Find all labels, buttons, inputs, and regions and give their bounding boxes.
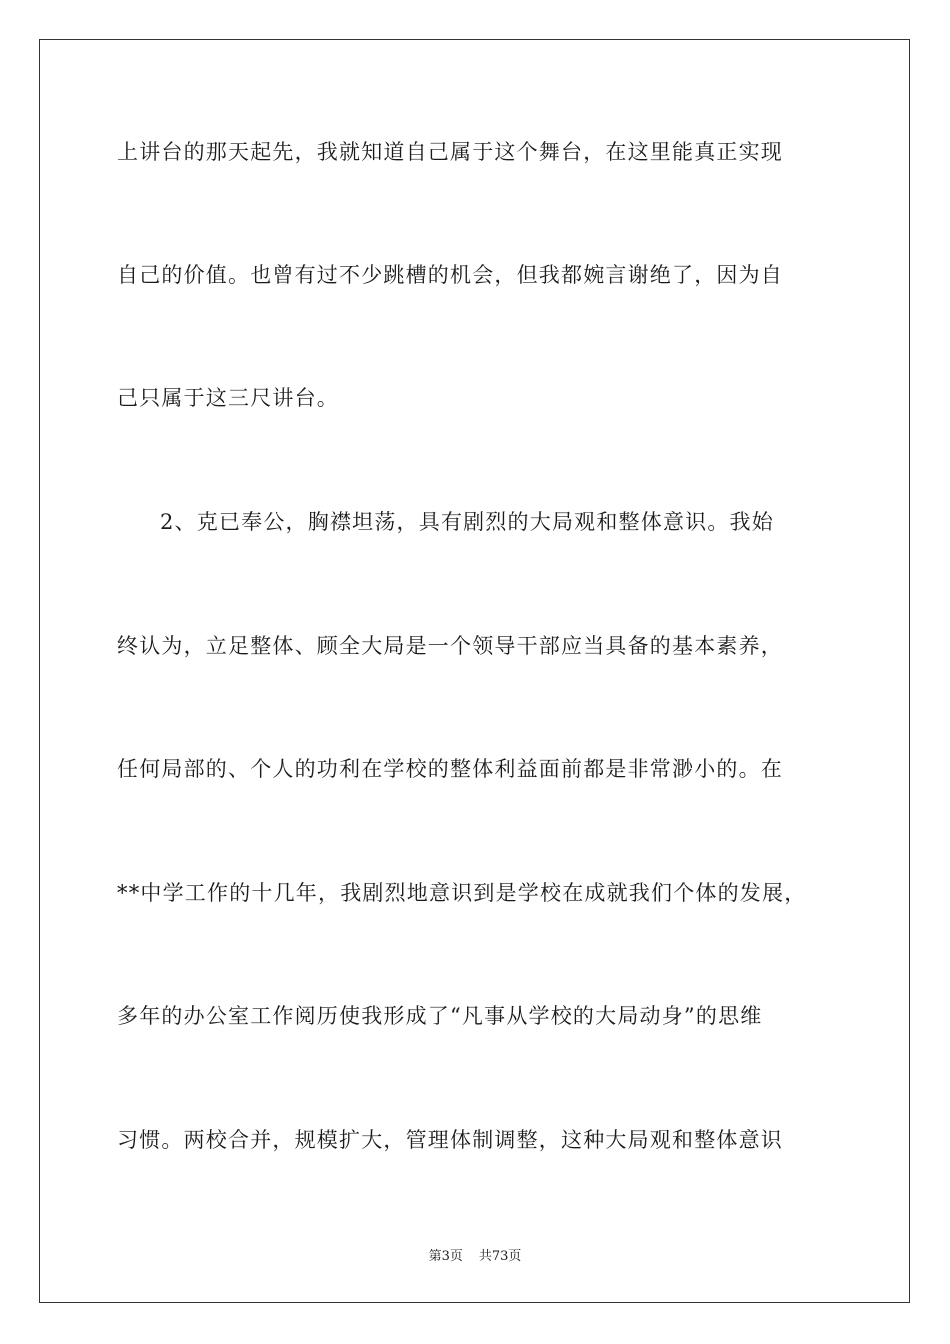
body-text-line: 多年的办公室工作阅历使我形成了“凡事从学校的大局动身”的思维	[117, 1004, 763, 1028]
body-text-line: 自己的价值。也曾有过不少跳槽的机会，但我都婉言谢绝了，因为自	[117, 263, 783, 287]
body-text-line: 任何局部的、个人的功利在学校的整体利益面前都是非常渺小的。在	[117, 757, 783, 781]
total-pages: 共73页	[478, 1249, 522, 1264]
body-text-line: 己只属于这三尺讲台。	[117, 386, 339, 410]
page-number: 第3页	[428, 1249, 463, 1264]
page-footer	[0, 1248, 950, 1266]
page-border	[39, 39, 910, 1303]
body-text-line: 终认为，立足整体、顾全大局是一个领导干部应当具备的基本素养，	[117, 634, 783, 658]
body-text-line: **中学工作的十几年，我剧烈地意识到是学校在成就我们个体的发展，	[117, 881, 807, 905]
body-text-line: 2、克已奉公，胸襟坦荡，具有剧烈的大局观和整体意识。我始	[160, 510, 774, 534]
body-text-line: 习惯。两校合并，规模扩大，管理体制调整，这种大局观和整体意识	[117, 1128, 783, 1152]
body-text-line: 上讲台的那天起先，我就知道自己属于这个舞台，在这里能真正实现	[117, 140, 783, 164]
